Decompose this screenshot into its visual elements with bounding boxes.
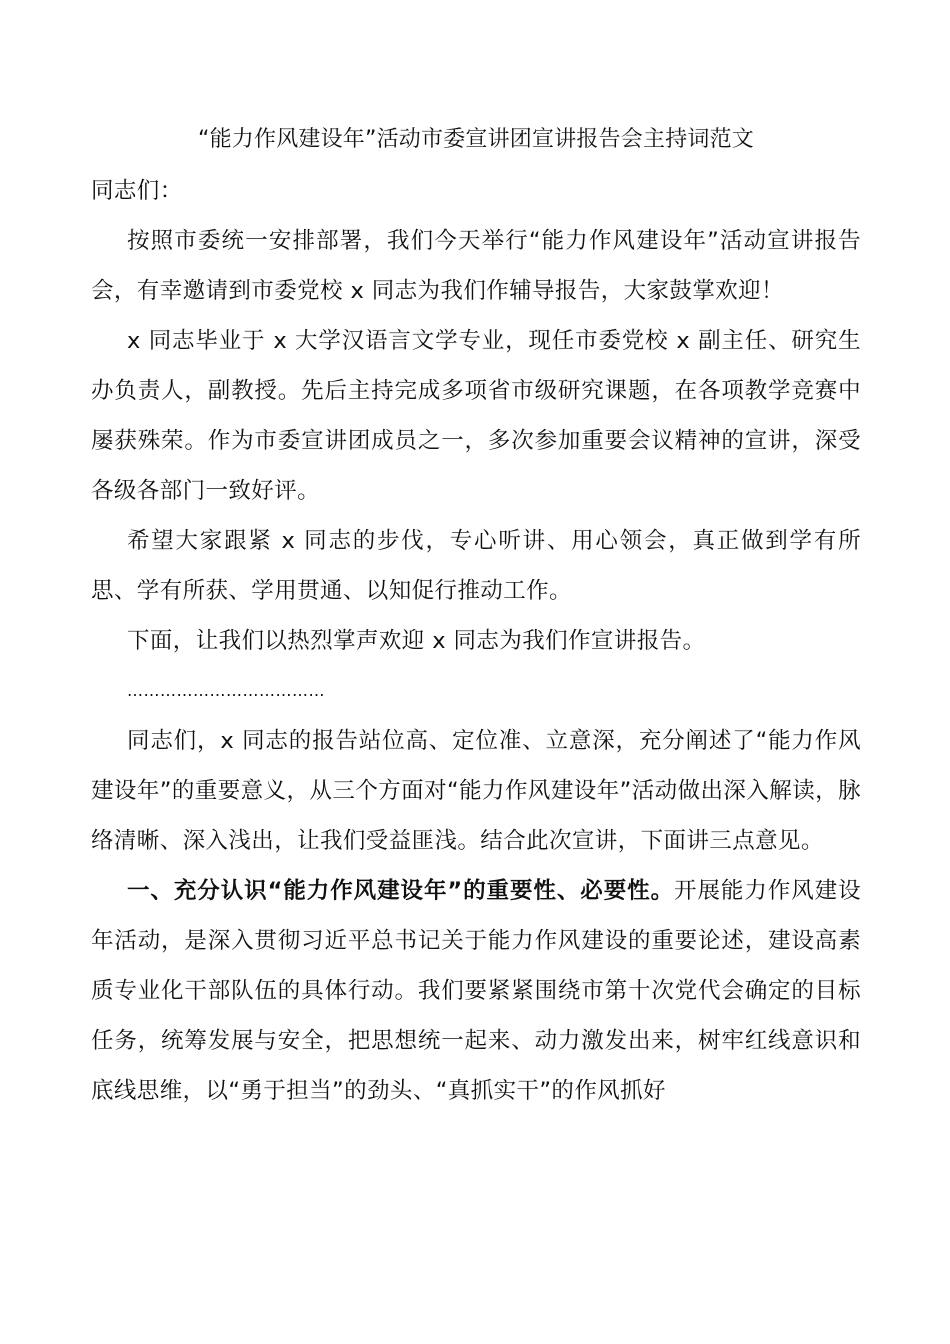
salutation: 同志们： <box>91 178 183 204</box>
separator-dots: ……………………………… <box>127 681 325 700</box>
point-one-heading: 一、充分认识“能力作风建设年”的重要性、必要性。 <box>127 878 675 904</box>
paragraph-welcome: 下面，让我们以热烈掌声欢迎 x 同志为我们作宣讲报告。 <box>127 628 706 654</box>
point-one-body: 开展能力作风建设年活动，是深入贯彻习近平总书记关于能力作风建设的重要论述，建设高素质专业化干部队伍的具体行动。我们要紧紧围绕市第十次党代会确定的目标任务，统筹发展与安全，把思想统一起来、动力激发出来，树牢红线意识和底线思维，以“勇于担当”的劲头、“真抓实干”的作风抓好 <box>91 878 861 1104</box>
paragraph-speaker-intro: x 同志毕业于 x 大学汉语言文学专业，现任市委党校 x 副主任、研究生办负责人，副教授。先后主持完成多项省市级研究课题，在各项教学竞赛中屡获殊荣。作为市委宣讲团成员之一，多次参加重要会议精神的宣讲，深受各级各部门一致好评。 <box>91 328 861 504</box>
document-title: “能力作风建设年”活动市委宣讲团宣讲报告会主持词范文 <box>198 127 754 152</box>
paragraph-closing: 同志们，x 同志的报告站位高、定位准、立意深，充分阐述了“能力作风建设年”的重要意义，从三个方面对“能力作风建设年”活动做出深入解读，脉络清晰、深入浅出，让我们受益匪浅。结合此次宣讲，下面讲三点意见。 <box>91 728 861 854</box>
paragraph-expectation: 希望大家跟紧 x 同志的步伐，专心听讲、用心领会，真正做到学有所思、学有所获、学用贯通、以知促行推动工作。 <box>91 528 861 604</box>
paragraph-invitation: 按照市委统一安排部署，我们今天举行“能力作风建设年”活动宣讲报告会，有幸邀请到市委党校 x 同志为我们作辅导报告，大家鼓掌欢迎！ <box>91 228 861 304</box>
paragraph-point-one <box>91 866 861 1116</box>
document-body <box>91 118 861 1116</box>
